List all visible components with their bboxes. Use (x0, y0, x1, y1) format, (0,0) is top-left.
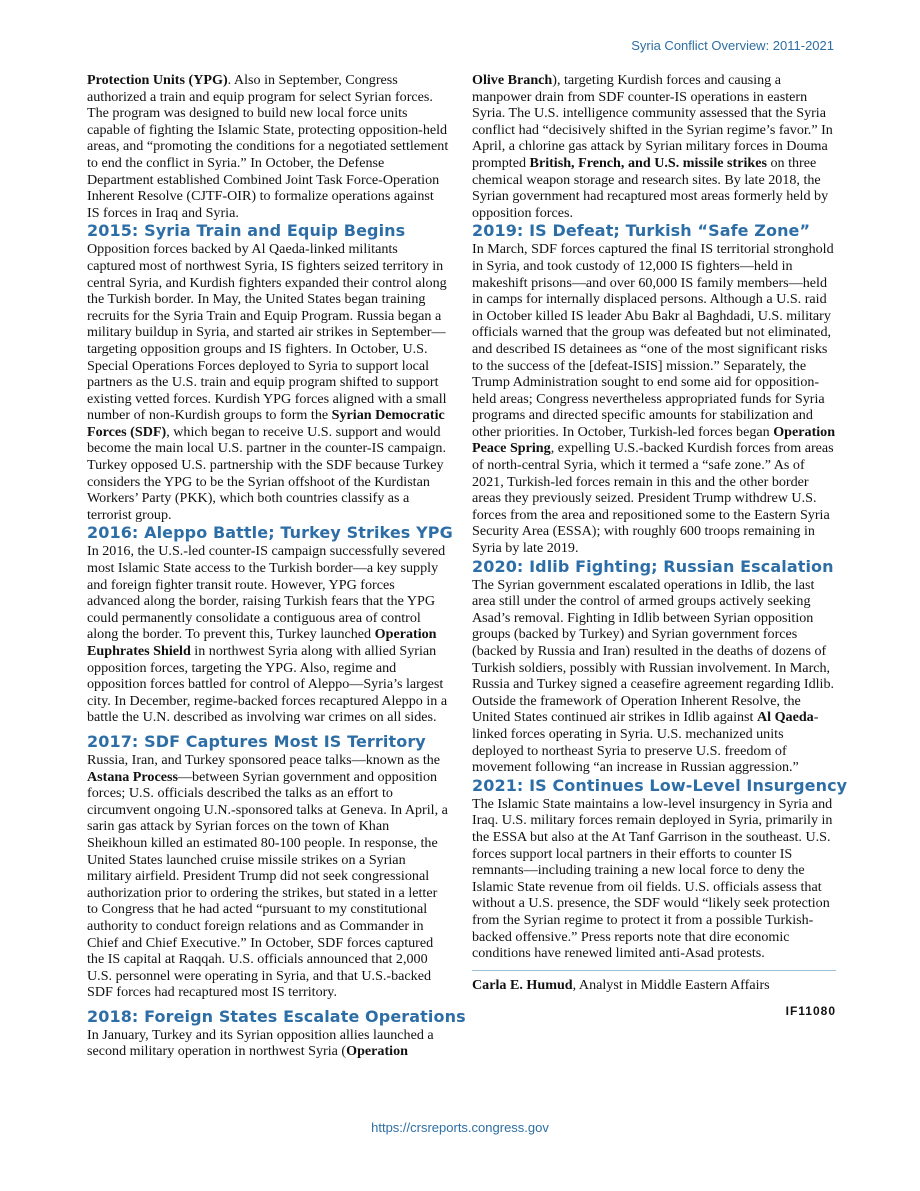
author-title: , Analyst in Middle Eastern Affairs (572, 976, 770, 993)
paragraph-text: in northwest Syria along with allied Syrian opposition forces, targeting the YPG. Also, regime and opposition forces battled for control of Aleppo—Syria’s largest city. In December, regime-backed forces recaptured Aleppo in a battle the U.N. described as involving war crimes on all sides. (87, 643, 448, 726)
heading-2015: 2015: Syria Train and Equip Begins (87, 221, 406, 241)
paragraph-text: . Also in September, Congress authorized a train and equip program for select Syrian forces. The program was designed to build new local force units capable of fighting the Islamic State, protecting opposition-held areas, and “promoting the conditions for a negotiated settlement to end the conflict in Syria.” In October, the Defense Department established Combined Joint Task Force-Operation Inherent Resolve (CJTF-OIR) to formalize operations against IS forces in Iraq and Syria. (87, 72, 449, 221)
paragraph-2015 (87, 241, 449, 523)
right-column (472, 72, 848, 1020)
report-code: IF11080 (785, 1004, 836, 1019)
author-signature (472, 977, 836, 994)
paragraph-text: on three chemical weapon storage and research sites. By late 2018, the Syrian government had recaptured most areas formerly held by opposition forces. (472, 154, 829, 221)
author-name: Carla E. Humud (472, 976, 573, 993)
paragraph-2017 (87, 752, 449, 1001)
paragraph-text: In March, SDF forces captured the final IS territorial stronghold in Syria, and took custody of 12,000 IS fighters—held in makeshift prisons—and over 60,000 IS family members—held in camps for internally displaced persons. Although a U.S. raid in October killed IS leader Abu Bakr al Baghdadi, U.S. military officials warned that the group was defeated but not eliminated, and described IS detainees as “one of the most significant risks to the success of the [defeat-ISIS] mission.” Separately, the Trump Administration sought to end some aid for opposition-held areas; Congress nevertheless appropriated funds for Syria programs and directed specific amounts for stabilization and other priorities. In October, Turkish-led forces began (472, 241, 834, 440)
paragraph-text: Russia, Iran, and Turkey sponsored peace talks—known as the (87, 751, 441, 768)
paragraph-2018 (87, 1027, 449, 1060)
paragraph-text: In 2016, the U.S.-led counter-IS campaign successfully severed most Islamic State access to the Turkish border—a key supply and foreign fighter transit route. However, YPG forces advanced along the border, raising Turkish fears that the YPG could permanently consolidate a contiguous area of control along the border. To prevent this, Turkey launched (87, 543, 446, 643)
paragraph-text: , expelling U.S.-backed Kurdish forces from areas of north-central Syria, which it termed a “safe zone.” As of 2021, Turkish-led forces remain in this and the other border areas they previously seized. President Trump withdrew U.S. forces from the area and repositioned some to the Eastern Syria Security Area (ESSA); with roughly 600 troops remaining in Syria by late 2019. (472, 440, 834, 557)
bold-term: Al Qaeda (756, 709, 814, 726)
paragraph-text: —between Syrian government and opposition forces; U.S. officials described the talks as an effort to circumvent ongoing U.N.-sponsored talks at Geneva. In April, a sarin gas attack by Syrian forces on the town of Khan Sheikhoun killed an estimated 80-100 people. In response, the United States launched cruise missile strikes on a Syrian military airfield. President Trump did not seek congressional authorization prior to ordering the strikes, but stated in a letter to Congress that he had acted “pursuant to my constitutional authority to conduct foreign relations and as Commander in Chief and Chief Executive.” In October, SDF forces captured the IS capital at Raqqah. U.S. officials announced that 2,000 U.S. personnel were operating in Syria, and that U.S.-backed SDF forces had recaptured most IS territory. (87, 768, 448, 1001)
bold-term: Protection Units (YPG) (87, 72, 228, 88)
paragraph-text: -linked forces operating in Syria. U.S. mechanized units deployed to northeast Syria to preserve U.S. freedom of movement following “an increase in Russian aggression.” (472, 709, 819, 776)
bold-term: Syrian Democratic Forces (SDF) (87, 407, 445, 440)
paragraph-text: In January, Turkey and its Syrian opposition allies launched a second military operation in northwest Syria ( (87, 1026, 434, 1060)
paragraph-text: The Syrian government escalated operations in Idlib, the last area still under the control of armed groups actively seeking Asad’s removal. Fighting in Idlib between Syrian opposition groups (backed by Turkey) and Syrian government forces (backed by Russia and Iran) resulted in the deaths of dozens of Turkish soldiers, possibly with Russian involvement. In March, Russia and Turkey signed a ceasefire agreement regarding Idlib. Outside the framework of Operation Inherent Resolve, the United States continued air strikes in Idlib against (472, 576, 835, 726)
intro-paragraph (87, 72, 449, 221)
paragraph-text: , which began to receive U.S. support and would become the main local U.S. partner in the counter-IS campaign. Turkey opposed U.S. partnership with the SDF because Turkey considers the YPG to be the Syrian offshoot of the Kurdistan Workers’ Party (PKK), which both countries classify as a terrorist group. (87, 423, 446, 523)
heading-2021: 2021: IS Continues Low-Level Insurgency (472, 775, 848, 795)
paragraph-2021 (472, 796, 836, 962)
paragraph-2018-continued (472, 72, 836, 221)
footer-url[interactable]: https://crsreports.congress.gov (371, 1120, 549, 1135)
signature-divider (472, 970, 836, 971)
bold-term: Operation (346, 1043, 408, 1060)
bold-term: Olive Branch (472, 72, 553, 88)
paragraph-2019 (472, 241, 836, 556)
paragraph-text: The Islamic State maintains a low-level insurgency in Syria and Iraq. U.S. military forces remain deployed in Syria, primarily in the ESSA but also at the At Tanf Garrison in the southeast. U.S. forces support local partners in their efforts to counter IS remnants—including training a new local force to deny the Islamic State revenue from oil fields. U.S. officials assess that without a U.S. presence, the SDF would “likely seek protection from the Syrian regime to protect it from a possible Turkish-backed offensive.” Press reports note that dire economic conditions have renewed limited anti-Asad protests. (472, 795, 833, 962)
paragraph-2020 (472, 577, 836, 776)
paragraph-2016 (87, 543, 449, 726)
paragraph-text: Opposition forces backed by Al Qaeda-linked militants captured most of northwest Syria, IS fighters seized territory in central Syria, and Kurdish fighters expanded their control along the Turkish border. In May, the United States began training recruits for the Syria Train and Equip Program. Russia began a military buildup in Syria, and started air strikes in September—targeting opposition groups and IS fighters. In October, U.S. Special Operations Forces deployed to Syria to support local partners as the U.S. train and equip program shifted to support existing vetted forces. Kurdish YPG forces aligned with a small number of non-Kurdish groups to form the (87, 241, 447, 424)
paragraph-text: ), targeting Kurdish forces and causing a manpower drain from SDF counter-IS operations in eastern Syria. The U.S. intelligence community assessed that the Syria conflict had “decisively shifted in the Syrian regime’s favor.” In April, a chlorine gas attack by Syrian military forces in Douma prompted (472, 72, 833, 171)
bold-term: Operation Peace Spring (472, 423, 836, 457)
left-column (87, 72, 466, 1060)
heading-2016: 2016: Aleppo Battle; Turkey Strikes YPG (87, 523, 453, 543)
bold-term: British, French, and U.S. missile strikes (529, 154, 767, 171)
bold-term: Operation Euphrates Shield (87, 626, 437, 659)
heading-2020: 2020: Idlib Fighting; Russian Escalation (472, 556, 834, 576)
heading-2019: 2019: IS Defeat; Turkish “Safe Zone” (472, 221, 811, 241)
bold-term: Astana Process (87, 768, 178, 785)
heading-2017: 2017: SDF Captures Most IS Territory (87, 731, 426, 751)
heading-2018: 2018: Foreign States Escalate Operations (87, 1006, 466, 1026)
running-header: Syria Conflict Overview: 2011-2021 (631, 38, 834, 53)
